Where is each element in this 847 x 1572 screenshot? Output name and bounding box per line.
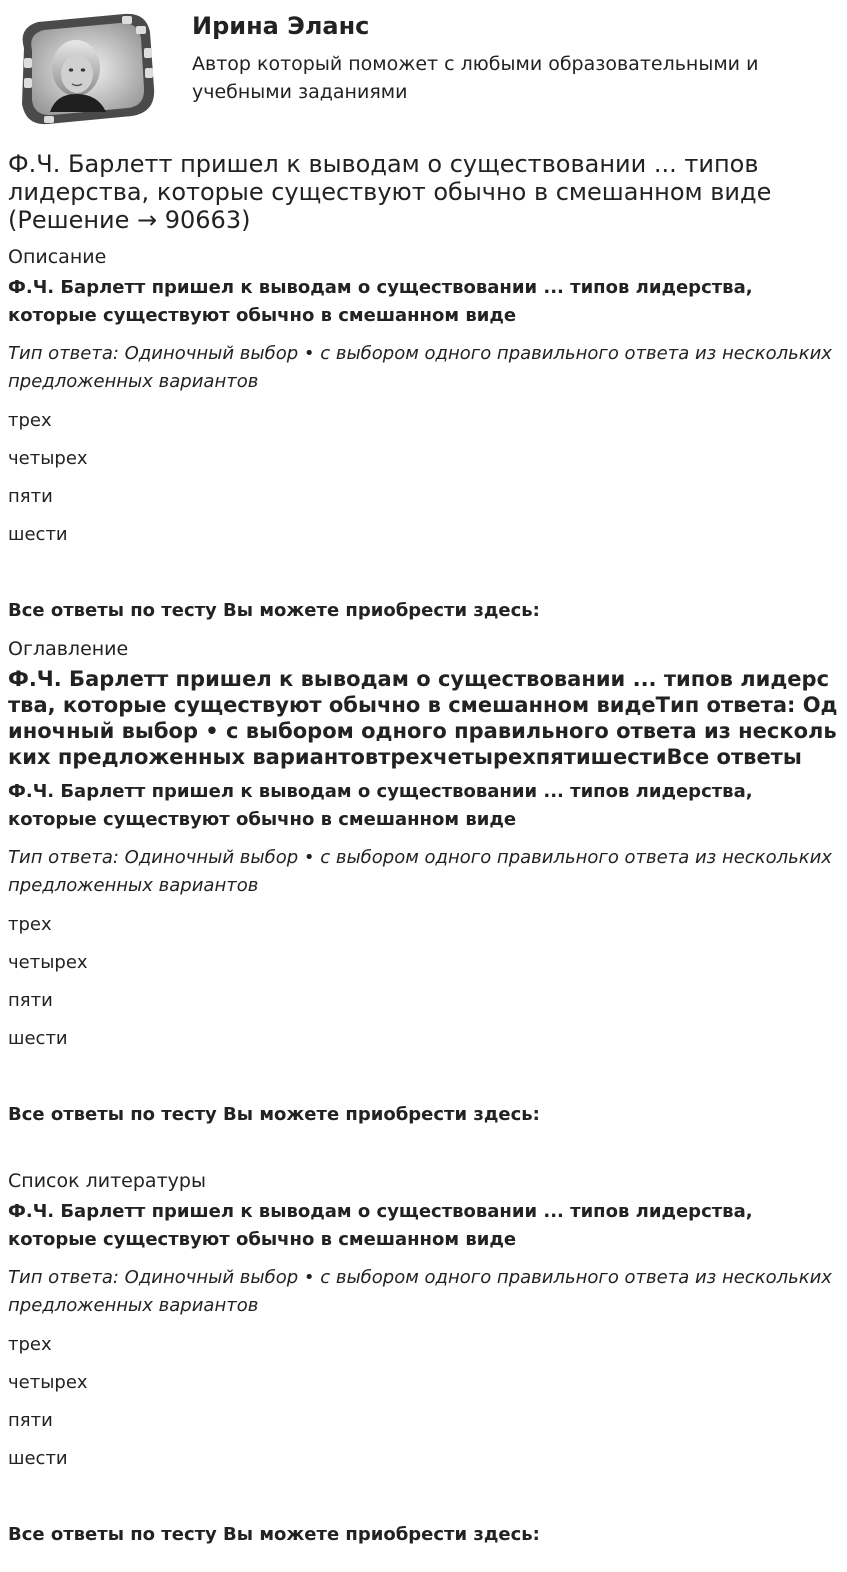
question-text: Ф.Ч. Барлетт пришел к выводам о существовании ... типов лидерства, которые существуют обычно в смешанном виде [8, 1201, 753, 1250]
buy-answers-text: Все ответы по тесту Вы можете приобрести здесь: [8, 1104, 540, 1125]
option-item: шести [8, 1448, 68, 1469]
section-label-description: Описание [8, 246, 107, 268]
option-item: трех [8, 1334, 52, 1355]
description-section [8, 246, 838, 622]
author-avatar[interactable] [14, 8, 160, 128]
buy-answers-text: Все ответы по тесту Вы можете приобрести здесь: [8, 600, 540, 621]
option-item: пяти [8, 990, 53, 1011]
option-item: четырех [8, 1372, 88, 1393]
page-title: Ф.Ч. Барлетт пришел к выводам о существовании ... типов лидерства, которые существуют обычно в смешанном виде (Решение → 90663) [8, 150, 772, 234]
option-item: шести [8, 1028, 68, 1049]
option-item: четырех [8, 952, 88, 973]
section-label-toc: Оглавление [8, 638, 129, 660]
option-item: пяти [8, 486, 53, 507]
author-name[interactable]: Ирина Эланс [192, 12, 370, 40]
question-text: Ф.Ч. Барлетт пришел к выводам о существовании ... типов лидерства, которые существуют обычно в смешанном виде [8, 277, 753, 326]
option-item: трех [8, 914, 52, 935]
option-item: пяти [8, 1410, 53, 1431]
author-card [8, 0, 839, 140]
author-description: Автор который поможет с любыми образовательными и учебными заданиями [192, 53, 759, 103]
literature-section [8, 1170, 838, 1546]
option-item: четырех [8, 448, 88, 469]
option-item: шести [8, 524, 68, 545]
toc-heading: Ф.Ч. Барлетт пришел к выводам о существовании ... типов лидерства, которые существуют обычно в смешанном видеТип ответа: Одиночный выбор • с выбором одного правильного ответа из нескольких предложенных вариантовтрехчетырехпятишестиВсе ответы [8, 667, 838, 769]
toc-section [8, 638, 838, 1126]
option-item: трех [8, 410, 52, 431]
buy-answers-text: Все ответы по тесту Вы можете приобрести здесь: [8, 1524, 540, 1545]
question-text: Ф.Ч. Барлетт пришел к выводам о существовании ... типов лидерства, которые существуют обычно в смешанном виде [8, 781, 753, 830]
answer-type: Тип ответа: Одиночный выбор • с выбором одного правильного ответа из нескольких предложенных вариантов [8, 343, 832, 392]
answer-type: Тип ответа: Одиночный выбор • с выбором одного правильного ответа из нескольких предложенных вариантов [8, 847, 832, 896]
section-label-literature: Список литературы [8, 1170, 206, 1192]
answer-type: Тип ответа: Одиночный выбор • с выбором одного правильного ответа из нескольких предложенных вариантов [8, 1267, 832, 1316]
